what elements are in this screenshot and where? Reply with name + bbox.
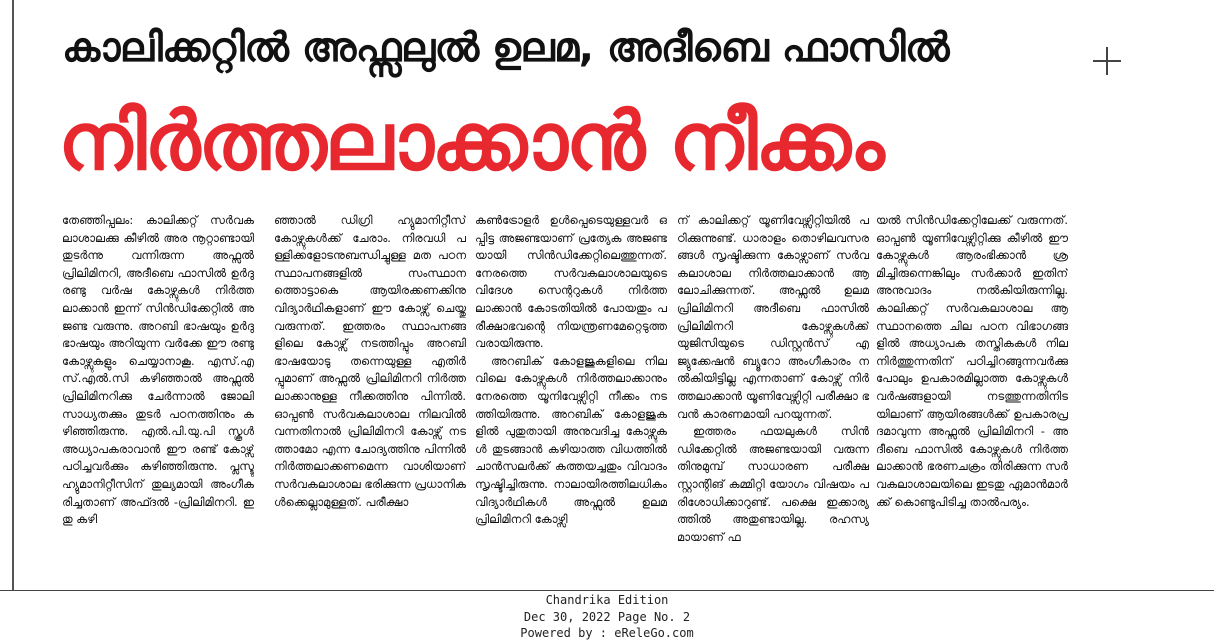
left-column-rule bbox=[12, 0, 14, 590]
paragraph: ഞ്ഞാൽ ഡിഗ്രി ഹ്യുമാനിറ്റീസ് കോഴ്സുകൾക്ക് ചേരാം. നിരവധി പള്ളിക്കളോടനുബന്ധിച്ചുള്ള മത പഠന സ്ഥാപനങ്ങളിൽ സംസ്ഥാനത്തൊട്ടാകെ ആയിരക്കണക്കിനു വിദ്യാർഥികളാണ് ഈ കോഴ്സ് ചെയ്തു വരുന്നത്. ഇത്തരം സ്ഥാപനങ്ങളിലെ കോഴ്സ് നടത്തിപ്പും അറബി ഭാഷയോടു തന്നെയുള്ള എതിർപ്പുമാണ് അഫ്സൽ പ്രിലിമിനറി നിർത്തലാക്കാനുള്ള നീക്കത്തിനു പിന്നിൽ. ഓപ്പൺ സർവകലാശാല നിലവിൽ വന്നതിനാൽ പ്രിലിമിനറി കോഴ്സ് നടത്താമോ എന്ന ചോദ്യത്തിനു പിന്നിൽ നിർത്തലാക്കണമെന്ന വാശിയാണ് സർവകലാശാല ഭരിക്കുന്ന പ്രധാനികൾക്കെല്ലാമുള്ളത്. പരീക്ഷാ bbox=[274, 213, 466, 509]
edition-date-page: Dec 30, 2022 Page No. 2 bbox=[523, 609, 691, 624]
text-column-5 bbox=[876, 212, 1068, 586]
paragraph: യൽ സിൻഡിക്കേറ്റിലേക്ക് വരുന്നത്. ഓപ്പൺ യൂണിവേഴ്സിറ്റിക്കു കീഴിൽ ഈ കോഴ്സുകൾ ആരംഭിക്കാൻ ശ്രമിച്ചിരുന്നെങ്കിലും സർക്കാർ ഇതിന് അനുവാദം നൽകിയിരുന്നില്ല. കാലിക്കറ്റ് സർവകലാശാല ആസ്ഥാനത്തെ ചില പഠന വിഭാഗങ്ങളിൽ അധ്യാപക തസ്തികകൾ നിലനിർത്തുന്നതിന് പഠിച്ചിറങ്ങുന്നവർക്കു പോലും ഉപകാരമില്ലാത്ത കോഴ്സുകൾ വർഷങ്ങളായി നടത്തുന്നതിനിടയിലാണ് ആയിരങ്ങൾക്ക് ഉപകാരപ്രദമാവുന്ന അഫ്സൽ പ്രിലിമിനറി - അദീബെ ഫാസിൽ കോഴ്സുകൾ നിർത്തലാക്കാൻ ഭരണചക്രം തിരിക്കുന്ന സർവകലാശാലയിലെ ഇടതു ഏമാൻമാർക്ക് കൊണ്ടുപിടിച്ച താൽപര്യം. bbox=[876, 213, 1068, 509]
powered-by-link[interactable]: Powered by : eReleGo.com bbox=[520, 626, 694, 640]
article-body bbox=[62, 212, 1192, 588]
article-headline: നിർത്തലാക്കാൻ നീക്കം bbox=[58, 95, 883, 188]
paragraph: ഇത്തരം ഫയലുകൾ സിൻഡിക്കേറ്റിൽ അജണ്ടയായി വരുന്നതിനുമുമ്പ് സാധാരണ പരീക്ഷ സ്റ്റാന്റിങ് കമ്മിറ്റി യോഗം വിഷയം പരിശോധിക്കാറുണ്ട്. പക്ഷെ ഇക്കാര്യത്തിൽ അതുണ്ടായില്ല. രഹസ്യമായാണ് ഫ bbox=[677, 424, 869, 544]
paragraph: അറബിക് കോളജുകളിലെ നിലവിലെ കോഴ്സുകൾ നിർത്തലാക്കാനും നേരത്തെ യൂനിവേഴ്സിറ്റി നീക്കം നടത്തിയിരുന്നു. അറബിക് കോളജുകളിൽ പുതുതായി അനുവദിച്ച കോഴ്സുകൾ തുടങ്ങാൻ കഴിയാത്ത വിധത്തിൽ ചാൻസലർക്ക് കത്തയച്ചതും വിവാദം സൃഷ്ടിച്ചിരുന്നു. നാലായിരത്തിലധികം വിദ്യാർഥികൾ അഫ്സൽ ഉലമ പ്രിലിമിനറി കോഴ്സി bbox=[475, 353, 667, 527]
text-column-1 bbox=[62, 212, 254, 586]
edition-name: Chandrika Edition bbox=[545, 593, 669, 607]
text-column-2 bbox=[274, 212, 466, 586]
footer-divider bbox=[0, 590, 1214, 591]
paragraph: കൺട്രോളർ ഉൾപ്പെടെയുള്ളവർ ഒപ്പിട്ട അജണ്ടയാണ് പ്രത്യേക അജണ്ടയായി സിൻഡിക്കേറ്റിലെത്തുന്നത്. നേരത്തെ സർവകലാശാലയുടെ വിദേശ സെന്ററുകൾ നിർത്തലാക്കാൻ കോടതിയിൽ പോയതും പരീക്ഷാഭവന്റെ നിയന്ത്രണമേറ്റെടുത്തവരായിരുന്നു. bbox=[475, 213, 667, 351]
text-column-4 bbox=[677, 212, 869, 586]
page-footer bbox=[0, 592, 1214, 642]
article-kicker: കാലിക്കറ്റിൽ അഫ്സലുൽ ഉലമ, അദീബെ ഫാസിൽ bbox=[62, 25, 950, 71]
paragraph: ന് കാലിക്കറ്റ് യൂണിവേഴ്സിറ്റിയിൽ പഠിക്കുന്നുണ്ട്. ധാരാളം തൊഴിലവസരങ്ങൾ സൃഷ്ടിക്കുന്ന കോഴ്സാണ് സർവകലാശാല നിർത്തലാക്കാൻ ആലോചിക്കുന്നത്. അഫ്സൽ ഉലമ പ്രിലിമിനറി അദീബെ ഫാസിൽ പ്രിലിമിനറി കോഴ്സുകൾക്ക് യുജിസിയുടെ ഡിസ്റ്റൻസ് എജ്യുക്കേഷൻ ബ്യൂറോ അംഗീകാരം നൽകിയിട്ടില്ല എന്നതാണ് കോഴ്സ് നിർത്തലാക്കാൻ യൂണിവേഴ്സിറ്റി പരീക്ഷാ ഭവൻ കാരണമായി പറയുന്നത്. bbox=[677, 213, 869, 421]
crop-plus-icon bbox=[1093, 47, 1121, 75]
text-column-3 bbox=[475, 212, 667, 586]
paragraph: തേഞ്ഞിപ്പലം: കാലിക്കറ്റ് സർവകലാശാലക്കു കീഴിൽ അര നൂറ്റാണ്ടായി തുടർന്നു വന്നിരുന്ന അഫ്സൽ പ്രിലിമിനറി, അദീബെ ഫാസിൽ ഉർദു രണ്ടു വർഷ കോഴ്സുകൾ നിർത്തലാക്കാൻ ഇന്ന് സിൻഡിക്കേറ്റിൽ അജണ്ട വരുന്നു. അറബി ഭാഷയും ഉർദു ഭാഷയും അറിയുന്ന വർക്കേ ഈ രണ്ടു കോഴ്സുകളും ചെയ്യാനാകൂ. എസ്.എസ്.എൽ.സി കഴിഞ്ഞാൽ അഫ്സൽ പ്രിലിമിനറിക്കു ചേർന്നാൽ ജോലി സാധ്യതക്കും തുടർ പഠനത്തിനും കഴിഞ്ഞിരുന്നു. എൽ.പി.യു.പി സ്കൂൾ അധ്യാപകരാവാൻ ഈ രണ്ട് കോഴ്സ് പഠിച്ചവർക്കും കഴിഞ്ഞിരുന്നു. പ്ലസ്ടു ഹ്യുമാനിറ്റീസിന് തുല്യമായി അംഗീകരിച്ചതാണ് അഫ്ദൽ -പ്രിലിമിനറി. ഇതു കഴി bbox=[62, 213, 254, 527]
